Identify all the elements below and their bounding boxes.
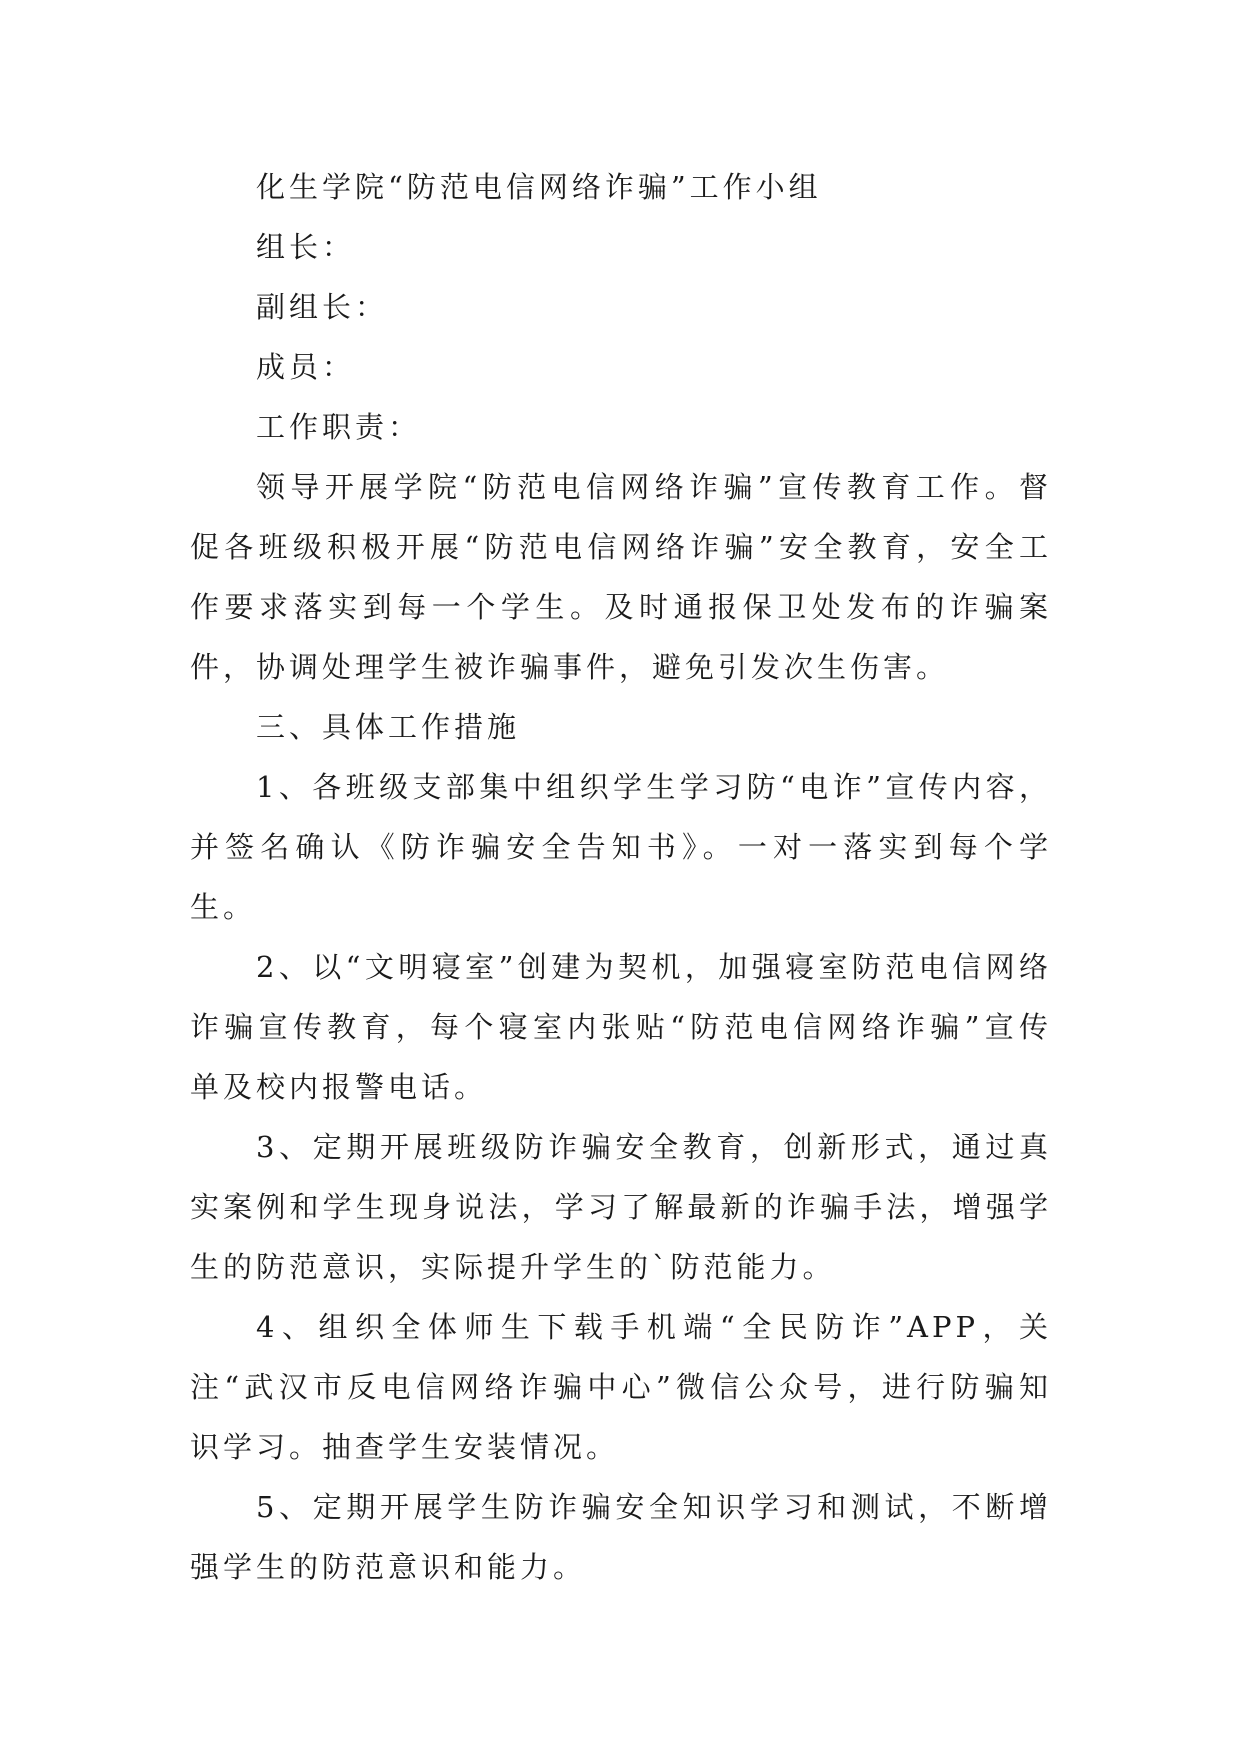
measure-item-3: 3、定期开展班级防诈骗安全教育，创新形式，通过真实案例和学生现身说法，学习了解最新的诈骗手法，增强学生的防范意识，实际提升学生的`防范能力。	[190, 1130, 1052, 1284]
measure-item-5: 5、定期开展学生防诈骗安全知识学习和测试，不断增强学生的防范意识和能力。	[190, 1490, 1052, 1584]
duties-paragraph: 领导开展学院“防范电信网络诈骗”宣传教育工作。督促各班级积极开展“防范电信网络诈骗”安全教育，安全工作要求落实到每一个学生。及时通报保卫处发布的诈骗案件，协调处理学生被诈骗事件，避免引发次生伤害。	[190, 470, 1052, 684]
members-line: 成员：	[256, 350, 356, 384]
deputy-leader-line: 副组长：	[256, 290, 389, 324]
duties-heading: 工作职责：	[256, 410, 422, 444]
measure-item-1: 1、各班级支部集中组织学生学习防“电诈”宣传内容，并签名确认《防诈骗安全告知书》。一对一落实到每个学生。	[190, 770, 1052, 924]
measure-item-4: 4、组织全体师生下载手机端“全民防诈”APP，关注“武汉市反电信网络诈骗中心”微信公众号，进行防骗知识学习。抽查学生安装情况。	[190, 1310, 1052, 1464]
working-group-title: 化生学院“防范电信网络诈骗”工作小组	[256, 170, 822, 204]
measures-heading: 三、具体工作措施	[256, 710, 521, 744]
group-leader-line: 组长：	[256, 230, 356, 264]
document-body	[190, 157, 1052, 1597]
measure-item-2: 2、以“文明寝室”创建为契机，加强寝室防范电信网络诈骗宣传教育，每个寝室内张贴“防范电信网络诈骗”宣传单及校内报警电话。	[190, 950, 1052, 1104]
